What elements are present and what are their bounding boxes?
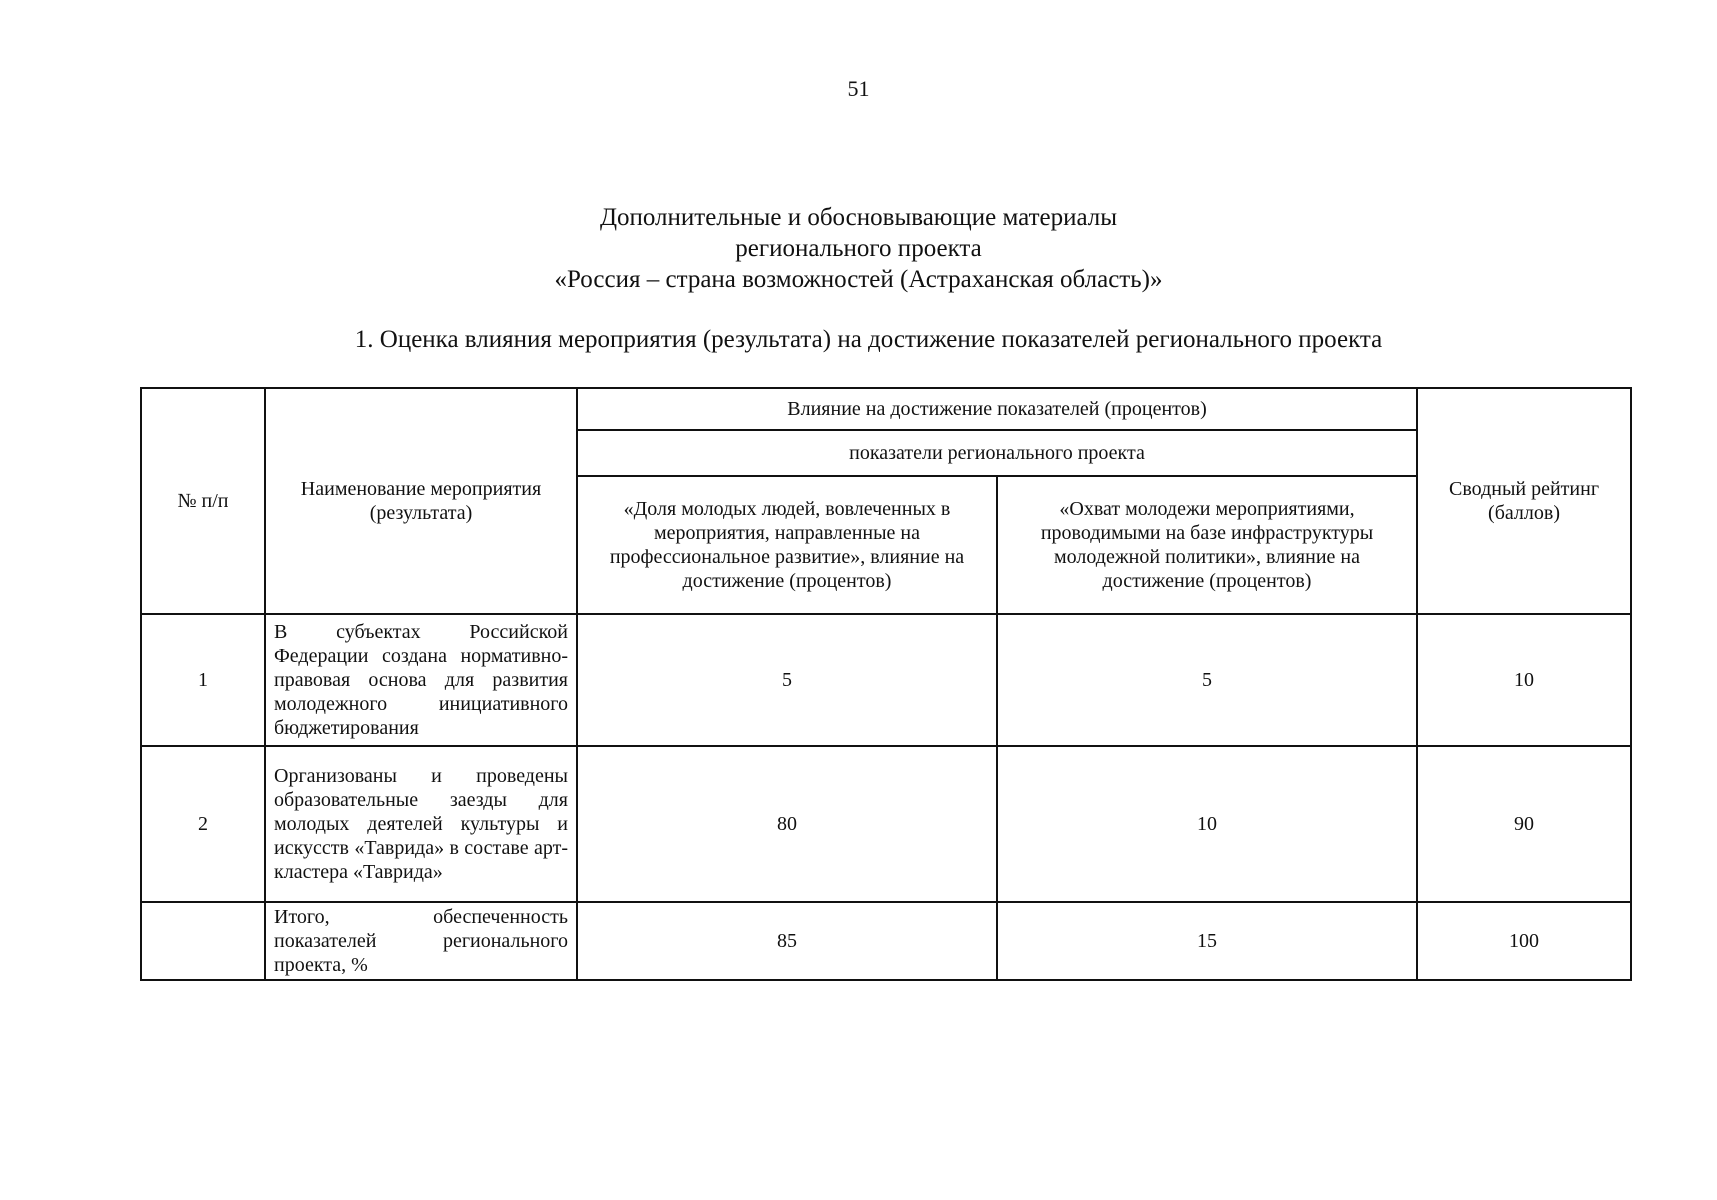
- row-measure-name: Итого, обеспеченность показателей регионального проекта, %: [265, 902, 577, 980]
- row-indicator-1-value: 5: [577, 614, 997, 746]
- header-rating: Сводный рейтинг (баллов): [1417, 388, 1631, 614]
- row-indicator-2-value: 5: [997, 614, 1417, 746]
- row-indicator-1-value: 85: [577, 902, 997, 980]
- header-measure-name: Наименование мероприятия (результата): [265, 388, 577, 614]
- header-indicators: показатели регионального проекта: [577, 430, 1417, 476]
- row-rating-value: 90: [1417, 746, 1631, 902]
- row-indicator-2-value: 15: [997, 902, 1417, 980]
- row-rating-value: 100: [1417, 902, 1631, 980]
- page-number: 51: [847, 76, 870, 101]
- document-title: [0, 202, 1717, 295]
- header-number: № п/п: [141, 388, 265, 614]
- section-heading: 1. Оценка влияния мероприятия (результата) на достижение показателей регионального проекта: [354, 326, 1383, 353]
- document-title-line-3: «Россия – страна возможностей (Астраханская область)»: [554, 266, 1163, 293]
- row-number: 2: [141, 746, 265, 902]
- row-number: [141, 902, 265, 980]
- document-title-line-1: Дополнительные и обосновывающие материалы: [599, 204, 1118, 231]
- table-row: [141, 746, 1631, 902]
- row-indicator-2-value: 10: [997, 746, 1417, 902]
- table-total-row: [141, 902, 1631, 980]
- header-impact: Влияние на достижение показателей (процентов): [577, 388, 1417, 430]
- row-rating-value: 10: [1417, 614, 1631, 746]
- header-indicator-2: «Охват молодежи мероприятиями, проводимыми на базе инфраструктуры молодежной политики», влияние на достижение (процентов): [997, 476, 1417, 614]
- document-title-line-2: регионального проекта: [735, 235, 982, 262]
- impact-table: [140, 387, 1632, 981]
- row-measure-name: В субъектах Российской Федерации создана нормативно-правовая основа для развития молодежного инициативного бюджетирования: [265, 614, 577, 746]
- table-row: [141, 614, 1631, 746]
- row-indicator-1-value: 80: [577, 746, 997, 902]
- header-indicator-1: «Доля молодых людей, вовлеченных в мероприятия, направленные на профессиональное развитие», влияние на достижение (процентов): [577, 476, 997, 614]
- row-measure-name: Организованы и проведены образовательные заезды для молодых деятелей культуры и искусств «Таврида» в составе арт-кластера «Таврида»: [265, 746, 577, 902]
- row-number: 1: [141, 614, 265, 746]
